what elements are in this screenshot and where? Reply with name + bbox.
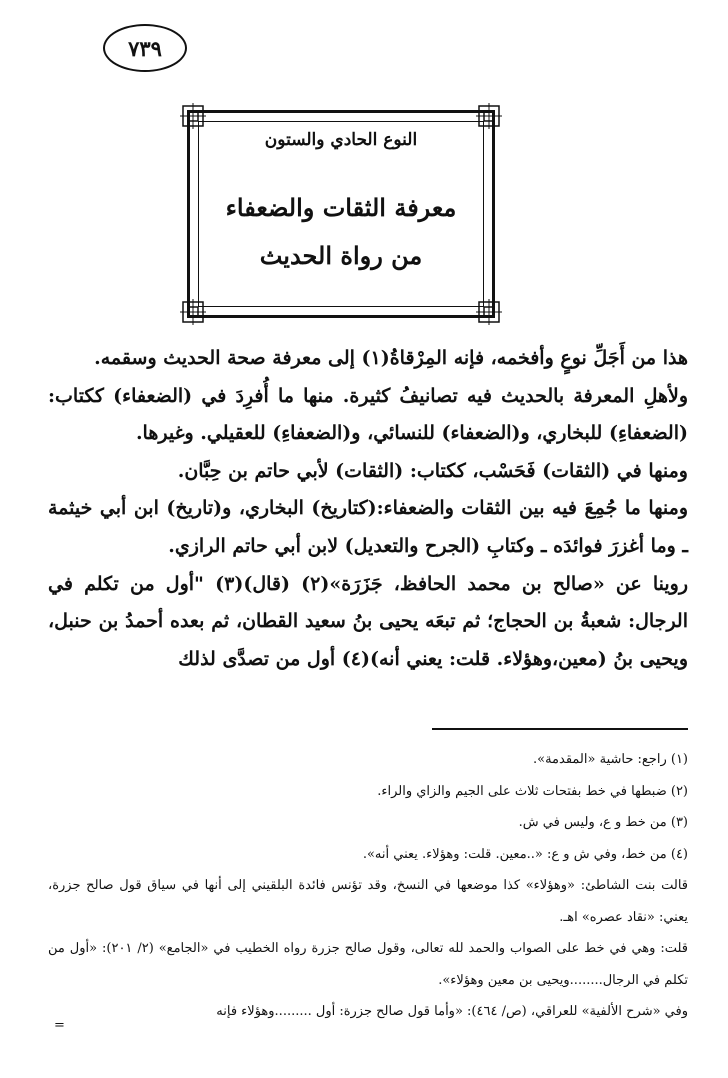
chapter-title [199,184,483,280]
body-paragraph: روينا عن «صالح بن محمد الحافظ، جَزَرَة»(٢) (قال)(٣) "أول من تكلم في الرجال: شعبةُ بن الحجاج؛ ثم تبعَه يحيى بنُ سعيد القطان، ثم بعده أحمدُ بن حنبل، ويحيى بنُ (معين،وهؤلاء. قلت: يعني أنه)(٤) أول من تصدَّى لذلك [48,572,689,670]
footnote: (٣) من خط و ع، وليس في ش. [518,815,688,830]
body-paragraph: هذا من أَجَلِّ نوعٍ وأفخمه، فإنه المِرْقاةُ(١) إلى معرفة صحة الحديث وسقمه. [94,347,688,369]
body-paragraph: ولأهلِ المعرفة بالحديث فيه تصانيفُ كثيرة. منها ما أُفرِدَ في (الضعفاء) ككتاب: (الضعفاءِ) للبخاري، و(الضعفاء) للنسائي، و(الضعفاءِ) للعقيلي. وغيرها. [48,384,688,445]
chapter-title-line-1: معرفة الثقات والضعفاء [225,193,457,222]
footnote: قالت بنت الشاطئ: «وهؤلاء» كذا موضعها في النسخ، وقد تؤنس فائدة البلقيني إلى أنها في سياق قول صالح جزرة، يعني: «نقاد عصره» اهـ. [48,878,688,925]
corner-ornament-icon [180,103,206,129]
footnote: قلت: وهي في خط على الصواب والحمد لله تعالى، وقول صالح جزرة رواه الخطيب في «الجامع» (٢/ ٢٠١): «أول من تكلم في الرجال........ويحيى بن معين وهؤلاء». [48,941,689,988]
chapter-heading-frame [187,110,495,318]
page-number: ٧٣٩ [103,24,187,72]
main-text [48,340,688,678]
footnote: وفي «شرح الألفية» للعراقي، (ص/ ٤٦٤): «وأما قول صالح جزرة: أول .........وهؤلاء فإنه [216,1004,688,1019]
footnote: (١) راجع: حاشية «المقدمة». [533,752,688,767]
footnotes [48,744,688,1028]
footnote: (٢) ضبطها في خط بفتحات ثلاث على الجيم والزاي والراء. [377,783,688,799]
continuation-mark: = [54,1018,65,1033]
chapter-title-line-2: من رواة الحديث [259,241,423,270]
corner-ornament-icon [476,103,502,129]
chapter-heading-inner-border [198,121,484,307]
body-paragraph: ومنها ما جُمِعَ فيه بين الثقات والضعفاء:(كتاريخ) البخاري، و(تاريخ) ابن أبي خيثمة ـ وما أغزرَ فوائدَه ـ وكتابِ (الجرح والتعديل) لابن أبي حاتم الرازي. [48,497,688,557]
footnote: (٤) من خط، وفي ش و ع: «..معين. قلت: وهؤلاء. يعني أنه». [362,846,688,862]
footnote-separator [432,728,688,730]
body-paragraph: ومنها في (الثقات) فَحَسْب، ككتاب: (الثقات) لأبي حاتم بن حِبَّان. [177,459,688,482]
corner-ornament-icon [476,299,502,325]
chapter-subtitle: النوع الحادي والستون [264,130,418,150]
corner-ornament-icon [180,299,206,325]
